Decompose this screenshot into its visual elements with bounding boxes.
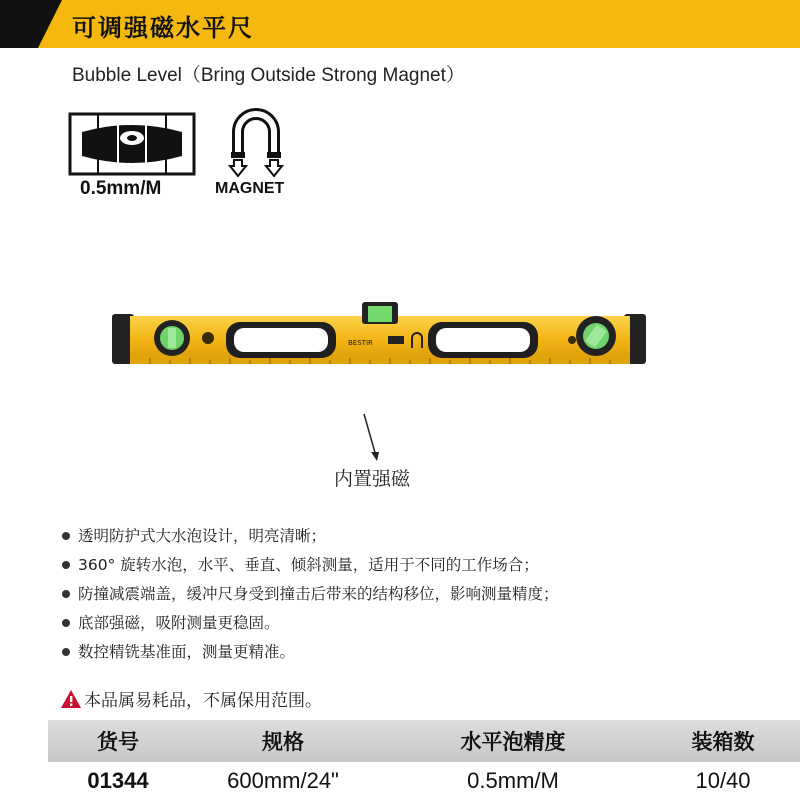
callout-arrow bbox=[362, 412, 382, 462]
bullet-icon bbox=[62, 590, 70, 598]
product-subtitle: Bubble Level（Bring Outside Strong Magnet） bbox=[72, 65, 465, 86]
cell-vial-accuracy: 0.5mm/M bbox=[467, 768, 559, 793]
feature-item bbox=[62, 609, 559, 638]
feature-text: 透明防护式大水泡设计，明亮清晰； bbox=[78, 527, 327, 545]
warning-icon bbox=[60, 689, 82, 709]
header-bar bbox=[0, 0, 800, 48]
table-row bbox=[48, 762, 800, 800]
bullet-icon bbox=[62, 561, 70, 569]
table-header-row bbox=[48, 720, 800, 762]
cell-carton-qty: 10/40 bbox=[695, 768, 751, 793]
feature-text: 防撞减震端盖，缓冲尺身受到撞击后带来的结构移位，影响测量精度； bbox=[78, 585, 559, 603]
built-in-magnet-callout: 内置强磁 bbox=[334, 468, 411, 490]
spec-table bbox=[48, 720, 800, 800]
cell-item-number: 01344 bbox=[87, 768, 149, 793]
bullet-icon bbox=[62, 648, 70, 656]
bullet-icon bbox=[62, 532, 70, 540]
page-title: 可调强磁水平尺 bbox=[72, 14, 254, 42]
consumable-notice bbox=[60, 686, 322, 711]
cell-spec: 600mm/24" bbox=[227, 768, 339, 793]
feature-item bbox=[62, 580, 559, 609]
header-vial-accuracy: 水平泡精度 bbox=[460, 730, 566, 754]
feature-text: 360° 旋转水泡，水平、垂直、倾斜测量，适用于不同的工作场合； bbox=[78, 556, 539, 574]
spirit-level-image bbox=[110, 290, 650, 380]
feature-text: 数控精铣基准面，测量更精准。 bbox=[78, 643, 296, 661]
header-carton-qty: 装箱数 bbox=[691, 730, 755, 754]
feature-text: 底部强磁，吸附测量更稳固。 bbox=[78, 614, 280, 632]
feature-item bbox=[62, 522, 559, 551]
magnet-caption: MAGNET bbox=[215, 180, 285, 197]
notice-text: 本品属易耗品，不属保用范围。 bbox=[84, 691, 322, 711]
magnet-icon bbox=[228, 108, 284, 180]
feature-item bbox=[62, 551, 559, 580]
header-spec: 规格 bbox=[262, 730, 304, 754]
level-brand-label: BESTIR bbox=[348, 339, 373, 347]
bullet-icon bbox=[62, 619, 70, 627]
feature-item bbox=[62, 638, 559, 667]
header-item-number: 货号 bbox=[97, 730, 139, 754]
accuracy-caption: 0.5mm/M bbox=[80, 178, 162, 199]
bubble-vial-icon bbox=[68, 112, 196, 176]
feature-list bbox=[62, 522, 559, 667]
